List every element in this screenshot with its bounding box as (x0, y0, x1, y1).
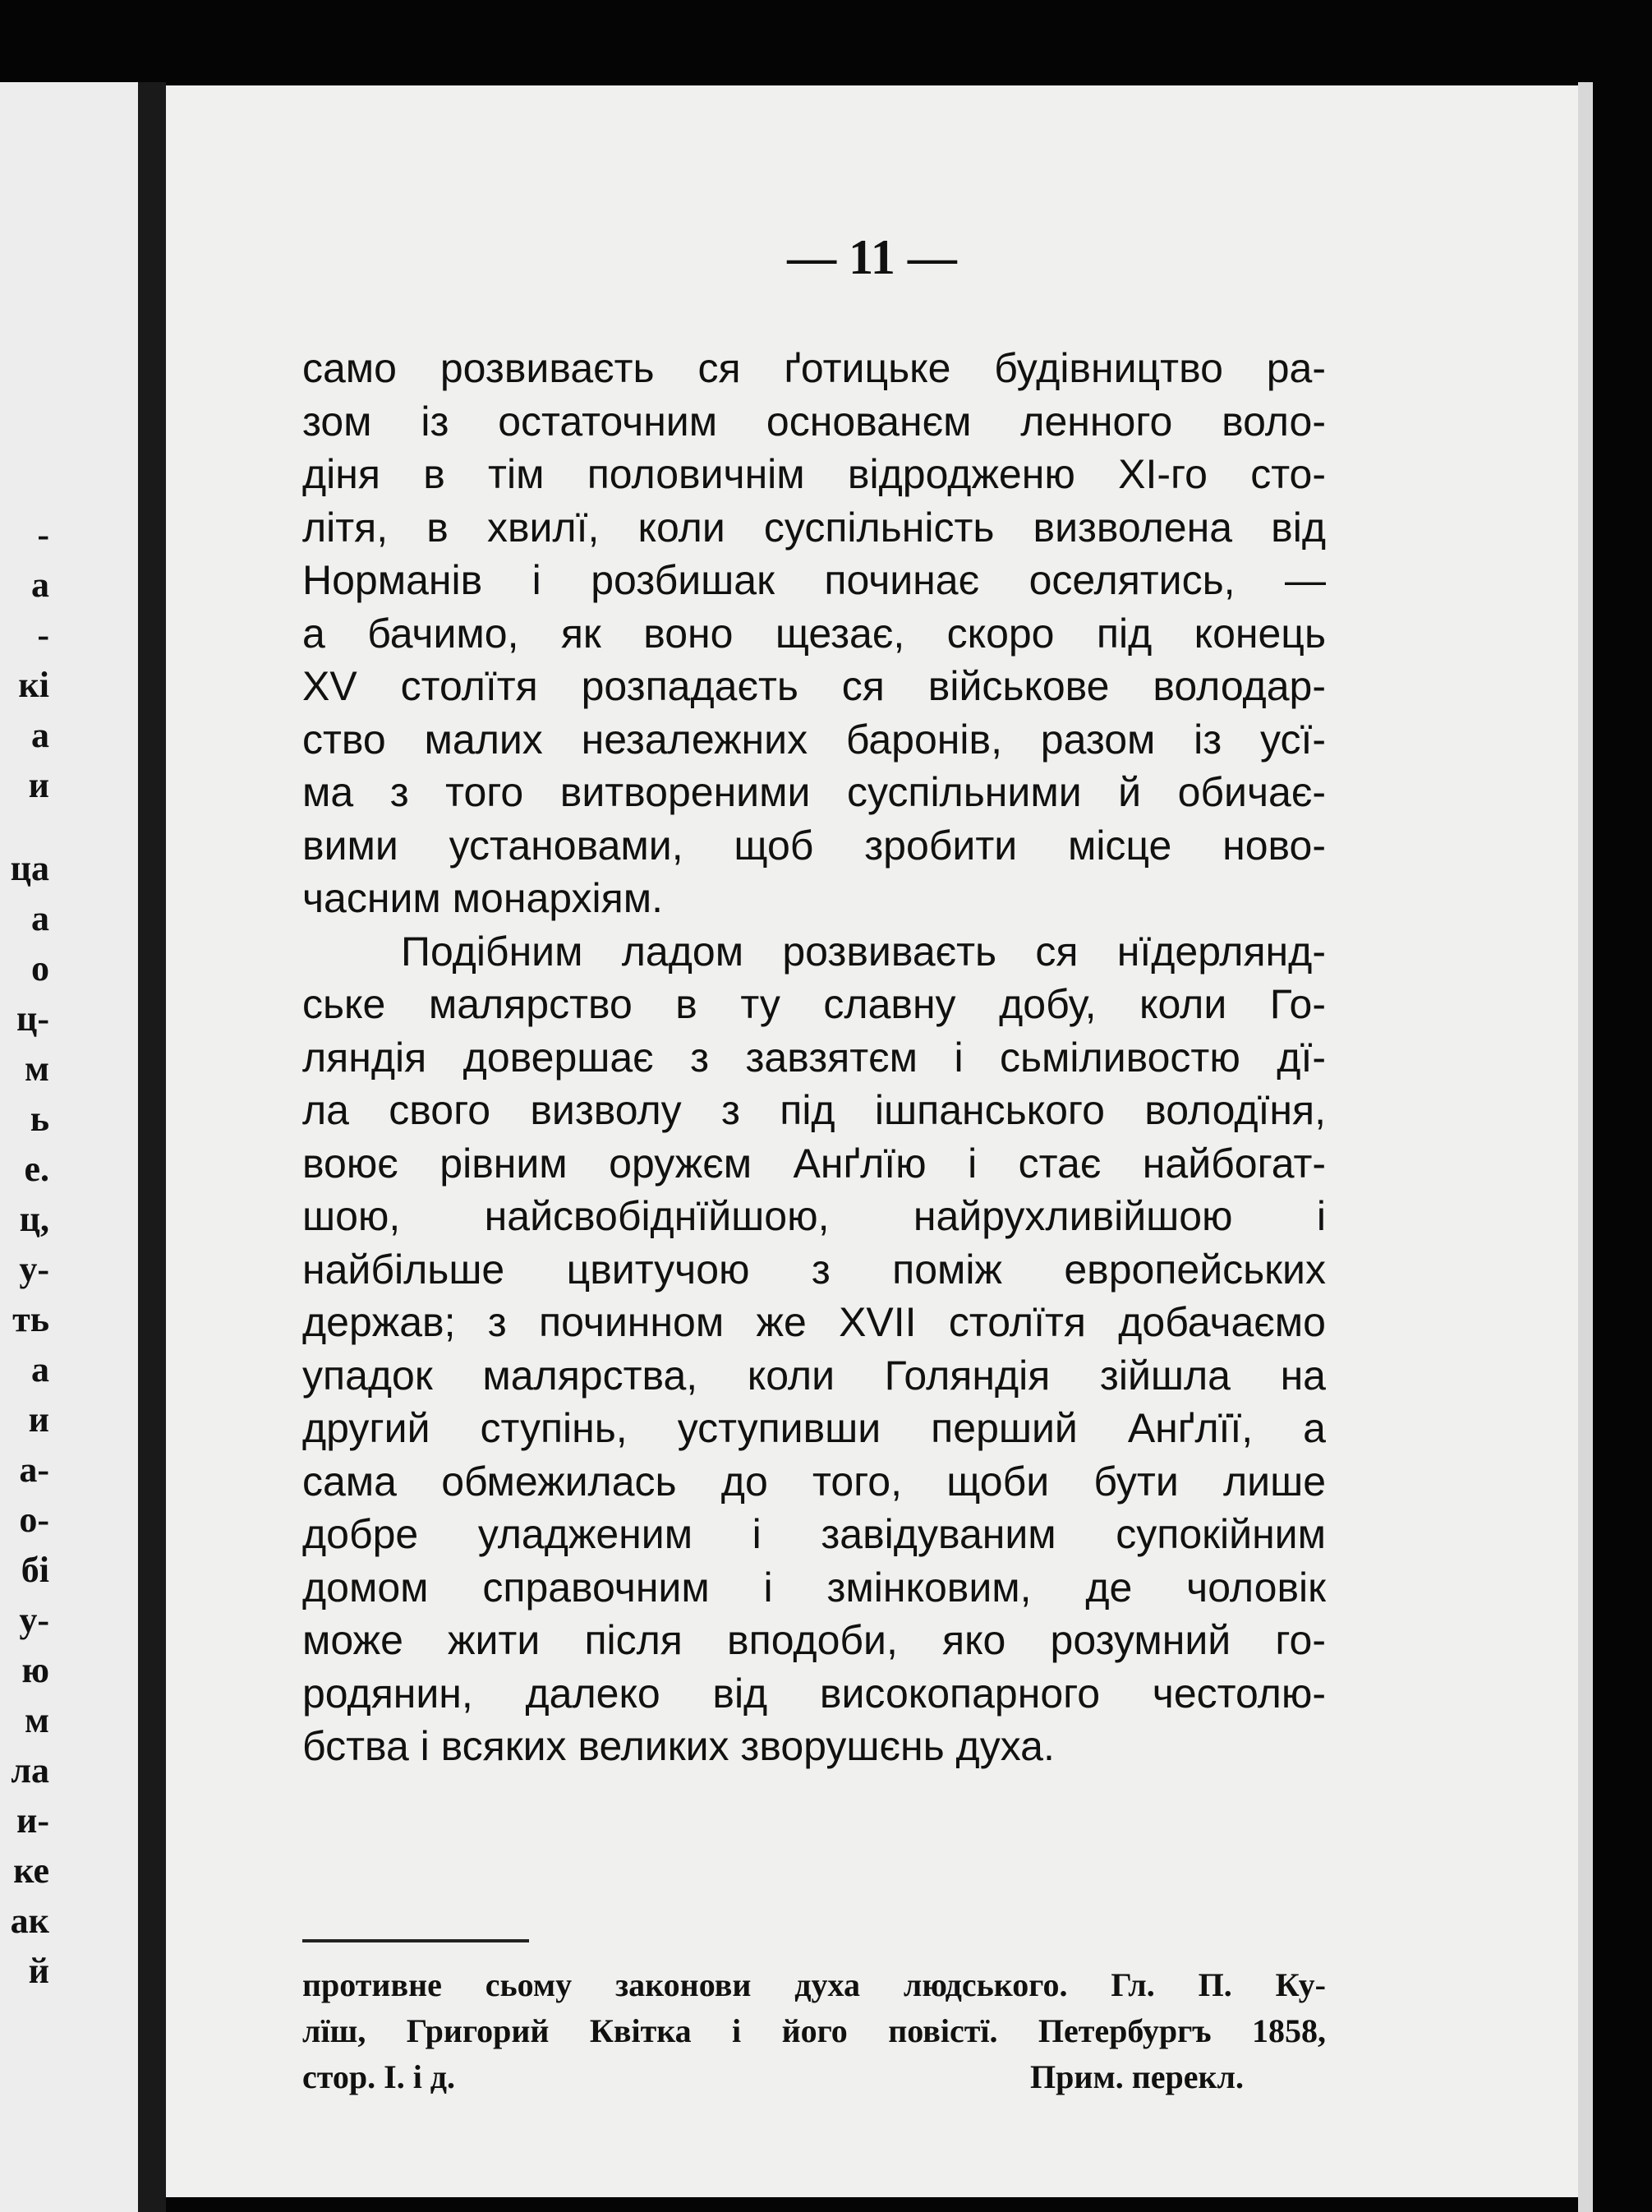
paragraph-1 (302, 342, 1326, 925)
left-fragment: ть (12, 1299, 49, 1339)
text-line: літя, в хвилї, коли суспільність визволена від (302, 504, 1326, 551)
left-fragment: ке (13, 1850, 49, 1891)
text-line: зом із остаточним основанєм ленного воло- (302, 398, 1326, 445)
left-fragment: о (31, 948, 49, 988)
text-line: ське малярство в ту славну добу, коли Го- (302, 981, 1326, 1027)
text-line: воює рівним оружєм Анґлїю і стає найбогат- (302, 1140, 1326, 1187)
left-fragment: а (31, 565, 49, 605)
left-fragment: - (37, 514, 49, 555)
text-line: добре уладженим і завідуваним супокійним (302, 1511, 1326, 1557)
left-fragment: а (31, 715, 49, 755)
left-fragment: ю (21, 1650, 49, 1690)
left-fragment: кі (18, 665, 49, 705)
text-line: ма з того витвореними суспільними й обичає- (302, 769, 1326, 815)
page-number: — 11 — (787, 230, 957, 284)
left-fragment: у- (19, 1600, 49, 1640)
text-line: ляндія довершає з завзятєм і сьміливостю дї- (302, 1034, 1326, 1081)
text-line: ство малих незалежних баронів, разом із усї- (302, 716, 1326, 763)
left-fragment: ла (11, 1750, 49, 1790)
text-line: найбільше цвитучою з поміж европейських (302, 1246, 1326, 1293)
footnote-reference: стор. І. і д. (302, 2058, 456, 2095)
text-line: часним монархіям. (302, 875, 663, 921)
right-page (166, 85, 1578, 2197)
left-fragment: ц, (19, 1199, 49, 1239)
left-fragment-gap (0, 810, 49, 843)
text-line: само розвиваєть ся ґотицьке будівництво ра- (302, 345, 1326, 391)
text-line: може жити після вподоби, яко розумний го- (302, 1617, 1326, 1663)
text-line: домом справочним і змінковим, де чоловік (302, 1564, 1326, 1611)
left-fragment: ца (10, 848, 49, 888)
left-fragment: е. (24, 1149, 49, 1189)
left-fragment: и- (16, 1800, 49, 1841)
left-fragment: ц- (16, 998, 49, 1039)
footnote-last-line (302, 2054, 1326, 2100)
left-fragment: о- (19, 1500, 49, 1540)
text-line: упадок малярства, коли Голяндія зійшла на (302, 1352, 1326, 1399)
left-fragment: й (28, 1951, 49, 1991)
footnote-line: противне сьому законови духа людського. Гл. П. Ку- (302, 1966, 1326, 2003)
left-fragment: м (25, 1048, 49, 1089)
left-page-fragment (0, 82, 138, 2212)
left-fragment: ак (10, 1901, 49, 1941)
left-fragment: а (31, 898, 49, 938)
footnote-line: лїш, Григорий Квітка і його повістї. Петербургъ 1858, (302, 2012, 1326, 2049)
text-line: діня в тім половичнім відродженю XI-го сто- (302, 451, 1326, 497)
text-line: бства і всяких великих зворушєнь духа. (302, 1723, 1055, 1769)
left-fragment: а- (19, 1449, 49, 1490)
text-line: XV столїтя розпадаєть ся військове володар- (302, 663, 1326, 709)
text-line: Норманів і розбишак починає оселятись, — (302, 557, 1326, 603)
text-line: другий ступінь, уступивши перший Анґлїї, а (302, 1405, 1326, 1451)
left-fragment: у- (19, 1249, 49, 1289)
text-line: держав; з починном же XVII столїтя добачаємо (302, 1299, 1326, 1345)
text-line: вими установами, щоб зробити місце ново- (302, 822, 1326, 869)
left-page-text-fragments (0, 509, 49, 1996)
left-fragment: м (25, 1700, 49, 1740)
left-fragment: а (31, 1349, 49, 1389)
page-edge (1578, 82, 1593, 2212)
footnote (302, 1962, 1326, 2100)
paragraph-2 (302, 925, 1326, 1773)
left-fragment: бі (21, 1550, 49, 1590)
left-fragment: и (28, 1399, 49, 1440)
left-fragment: - (37, 615, 49, 655)
footnote-rule (302, 1939, 529, 1942)
text-line: шою, найсвобіднїйшою, найрухливійшою і (302, 1193, 1326, 1239)
text-line: Подібним ладом розвиваєть ся нїдерлянд- (401, 928, 1326, 975)
book-gutter (138, 82, 166, 2212)
body-text (302, 342, 1326, 1773)
left-fragment: и (28, 765, 49, 805)
text-line: а бачимо, як воно щезає, скоро під конець (302, 610, 1326, 657)
text-line: ла свого визволу з під ішпанського володїня, (302, 1087, 1326, 1133)
left-fragment: ь (30, 1099, 49, 1139)
translator-note: Прим. перекл. (1030, 2058, 1244, 2095)
text-line: сама обмежилась до того, щоби бути лише (302, 1458, 1326, 1505)
text-line: родянин, далеко від високопарного честолю- (302, 1670, 1326, 1717)
